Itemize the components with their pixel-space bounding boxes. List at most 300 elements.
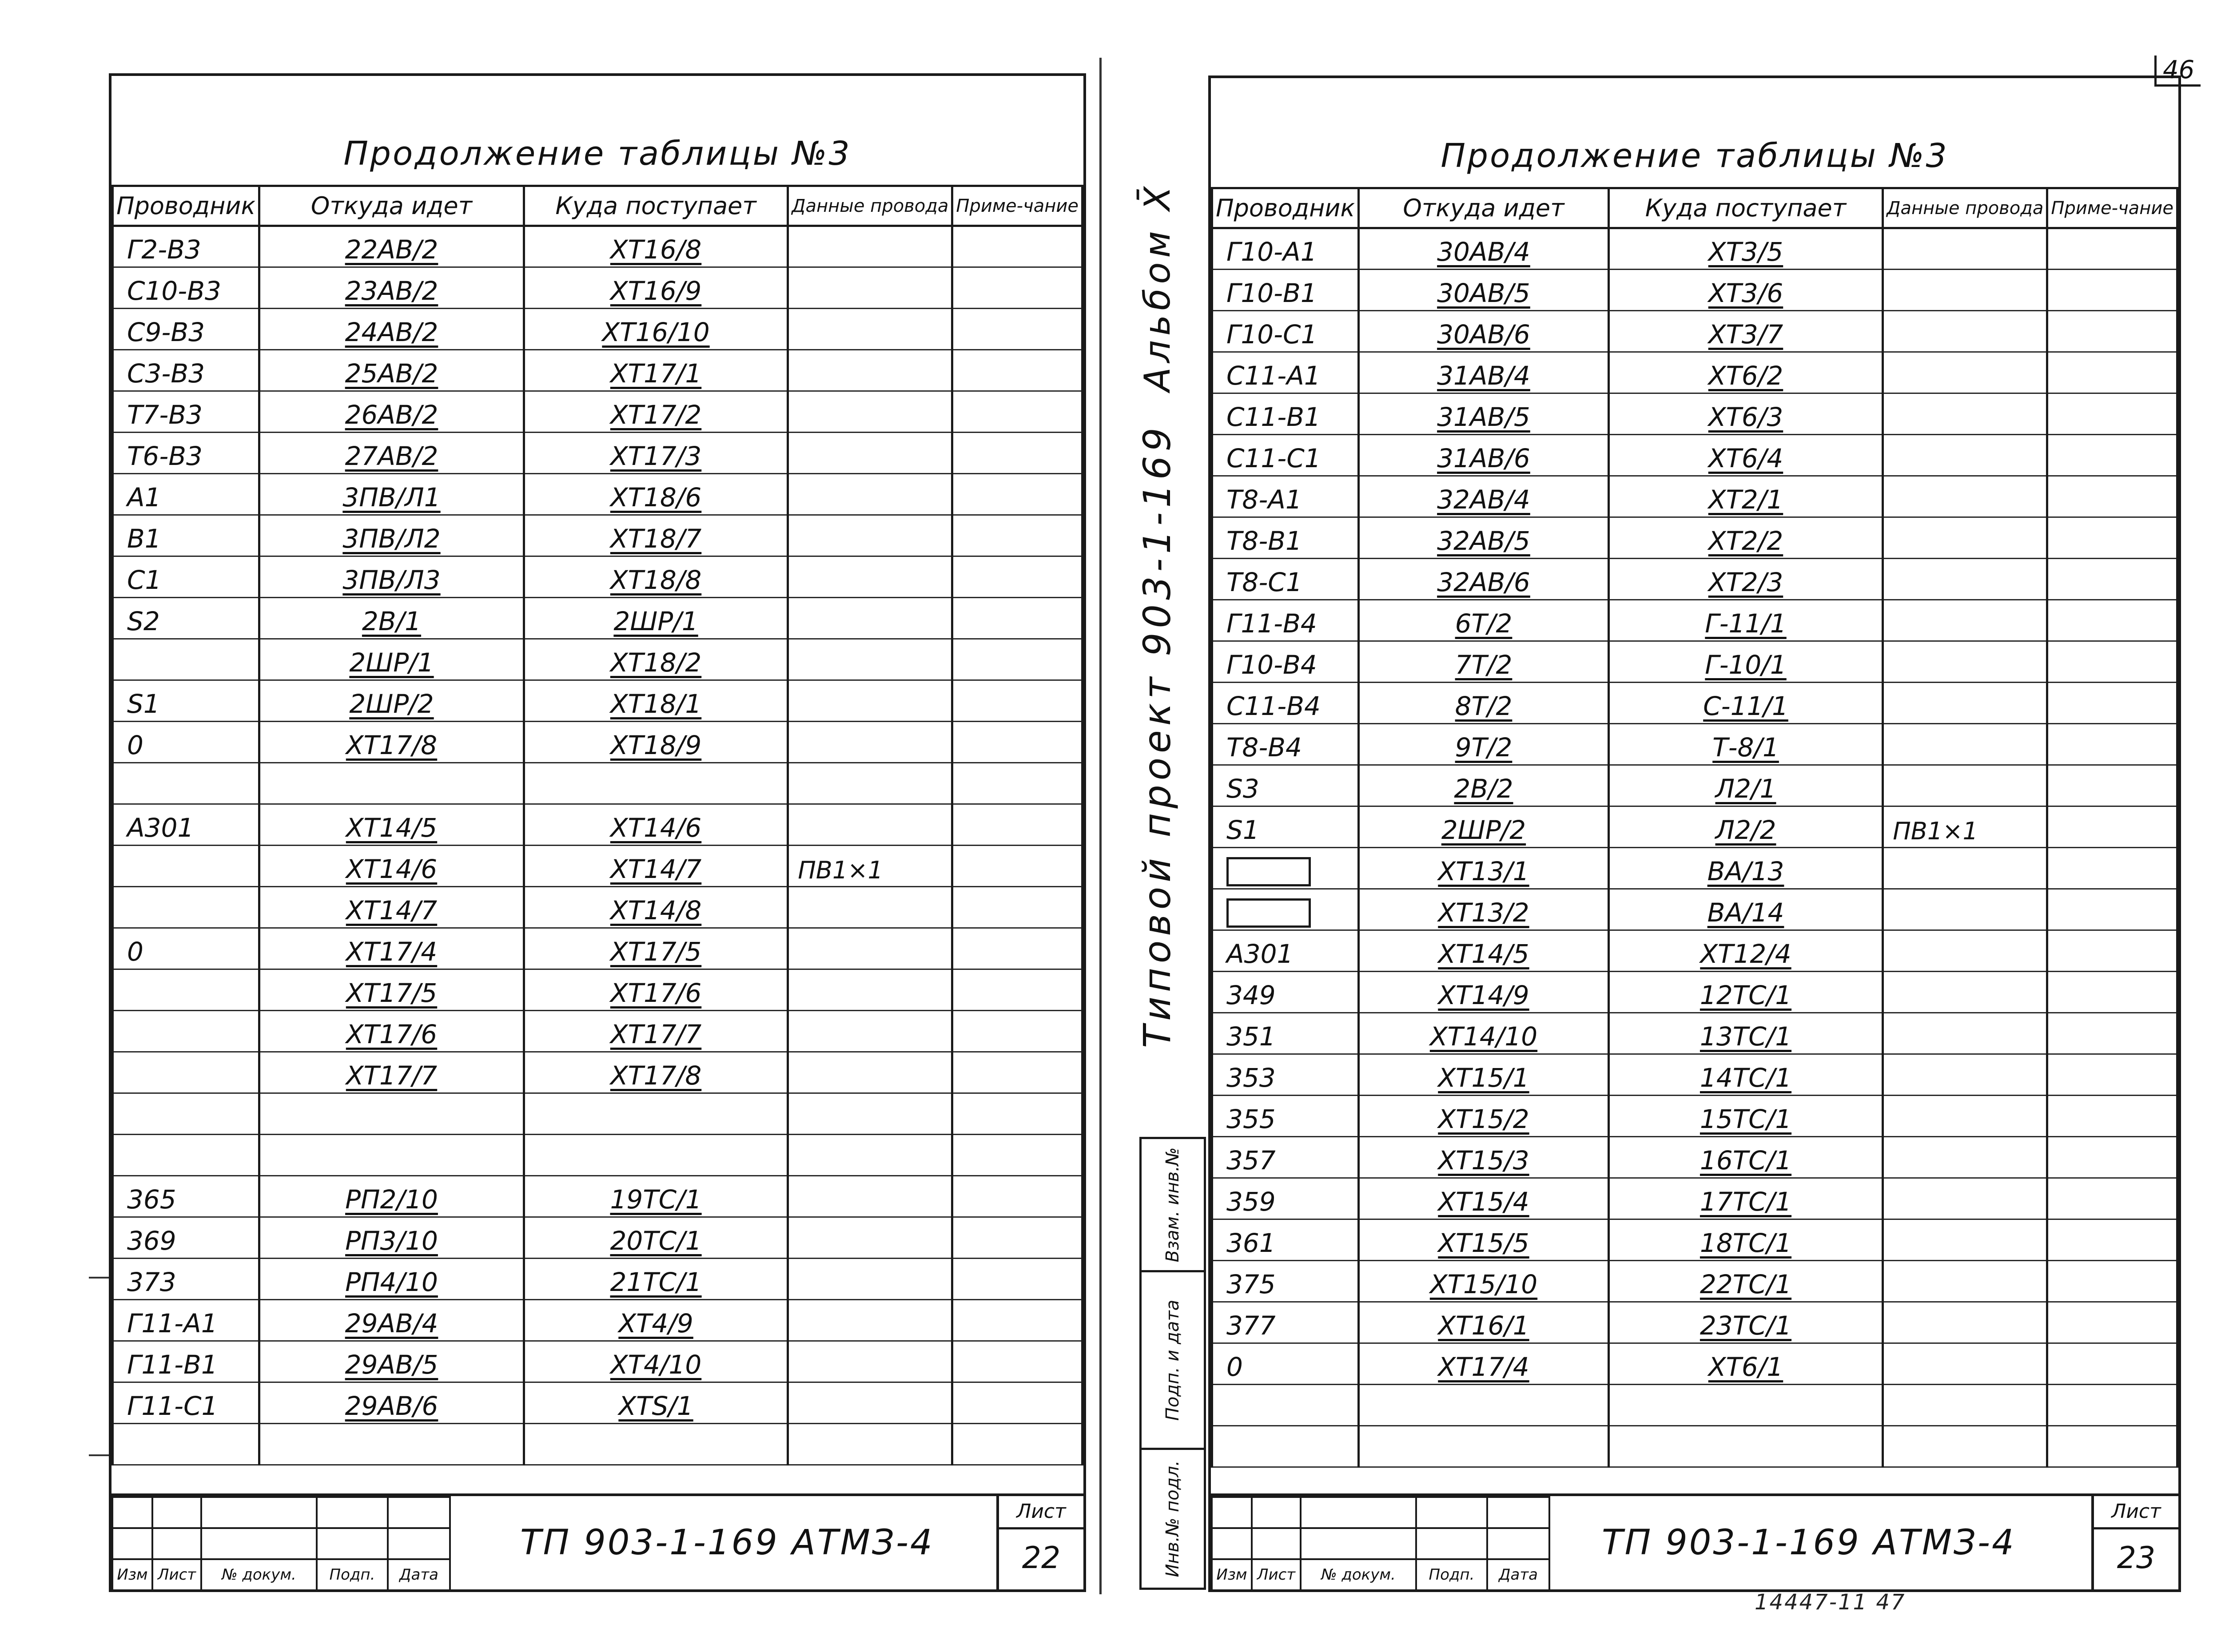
- cell-conductor-text: 359: [1226, 1187, 1276, 1217]
- cell-note: [2047, 1261, 2177, 1302]
- cell-to-text: ХТ2/3: [1708, 567, 1783, 597]
- cell-wire-data: [1883, 930, 2047, 972]
- cell-from: [1359, 1426, 1609, 1467]
- table-row: [1212, 889, 2177, 930]
- cell-note: [952, 763, 1083, 804]
- cell-to-text: 12ТС/1: [1700, 980, 1792, 1010]
- cell-to: [524, 1217, 788, 1259]
- cell-note: [952, 598, 1083, 639]
- cell-note: [2047, 1219, 2177, 1261]
- cell-wire-data: [1883, 600, 2047, 641]
- cell-conductor: [113, 763, 259, 804]
- cell-conductor: [113, 350, 259, 391]
- cell-conductor: [1212, 352, 1359, 393]
- table-row: [1212, 1426, 2177, 1467]
- table-row: [113, 267, 1083, 309]
- cell-to-text: 20ТС/1: [610, 1226, 702, 1256]
- table-row: [113, 928, 1083, 969]
- cell-from: [1359, 848, 1609, 889]
- cell-conductor-text: С11-А1: [1226, 361, 1321, 391]
- cell-note: [2047, 1054, 2177, 1096]
- cell-from-text: 7Т/2: [1455, 650, 1513, 680]
- left-sheet-label: Лист: [999, 1496, 1083, 1529]
- cell-from: [1359, 683, 1609, 724]
- cell-from-text: 32АВ/5: [1437, 526, 1530, 556]
- table-row: [113, 598, 1083, 639]
- table-row: [1212, 393, 2177, 435]
- cell-note: [2047, 1343, 2177, 1385]
- cell-note: [2047, 848, 2177, 889]
- cell-from: [1359, 1137, 1609, 1178]
- cell-conductor-text: Г11-С1: [127, 1391, 218, 1421]
- stamp-label-change: Изм: [1212, 1559, 1252, 1590]
- cell-from-text: 3ПВ/Л2: [342, 524, 441, 554]
- cell-to: [524, 680, 788, 722]
- cell-from: [259, 1341, 524, 1382]
- cell-to: [524, 267, 788, 309]
- cell-wire-data: [788, 515, 952, 556]
- cell-to: [524, 1300, 788, 1341]
- cell-to-text: ХТ17/5: [610, 937, 702, 967]
- cell-from: [259, 391, 524, 433]
- cell-conductor-text: В1: [127, 524, 161, 554]
- cell-conductor-text: С3-В3: [127, 358, 205, 389]
- table-header-row: [1212, 188, 2177, 228]
- cell-conductor-text: Г10-В4: [1226, 650, 1317, 680]
- cell-to: [1608, 972, 1883, 1013]
- cell-conductor: [113, 804, 259, 846]
- cell-from: [1359, 1261, 1609, 1302]
- header-note: Приме-чание: [952, 186, 1083, 226]
- table-row: [1212, 848, 2177, 889]
- cell-conductor-text: S2: [127, 606, 160, 636]
- cell-from-text: ХТ16/1: [1438, 1310, 1529, 1341]
- cell-to: [1608, 1137, 1883, 1178]
- cell-note: [952, 515, 1083, 556]
- cell-wire-data: [1883, 1385, 2047, 1426]
- cell-to-text: ХТ12/4: [1700, 939, 1791, 969]
- cell-to: [1608, 806, 1883, 848]
- cell-to: [524, 1382, 788, 1424]
- cell-conductor: [1212, 1178, 1359, 1219]
- cell-from: [259, 1259, 524, 1300]
- cell-wire-data: [788, 598, 952, 639]
- cell-wire-data: [1883, 517, 2047, 559]
- margin-tick: [89, 1454, 111, 1456]
- cell-conductor-text: С9-В3: [127, 317, 205, 347]
- table-row: [1212, 559, 2177, 600]
- project-title: Типовой проект 903-1-169: [1135, 423, 1179, 1048]
- cell-from-text: 30АВ/5: [1437, 278, 1530, 308]
- cell-to-text: ХТ14/7: [610, 854, 702, 884]
- cell-from-text: 2ШР/2: [349, 689, 434, 719]
- cell-from: [259, 680, 524, 722]
- cell-wire-data: [1883, 1302, 2047, 1343]
- cell-note: [2047, 765, 2177, 806]
- cell-from-text: ХТ14/5: [346, 813, 438, 843]
- cell-to-text: ВА/14: [1707, 897, 1784, 928]
- cell-from-text: 27АВ/2: [345, 441, 438, 471]
- cell-from-text: 23АВ/2: [345, 276, 438, 306]
- cell-conductor: [113, 887, 259, 928]
- stamp-label-date: Дата: [1487, 1559, 1549, 1590]
- cell-note: [2047, 972, 2177, 1013]
- cell-note: [952, 556, 1083, 598]
- table-row: [1212, 1137, 2177, 1178]
- cell-to: [524, 433, 788, 474]
- cell-wire-data: [788, 1052, 952, 1093]
- cell-from-text: 32АВ/4: [1437, 484, 1530, 515]
- cell-note: [952, 1176, 1083, 1217]
- cell-conductor: [113, 474, 259, 515]
- header-conductor: Проводник: [1212, 188, 1359, 228]
- cell-to-text: 18ТС/1: [1700, 1228, 1792, 1258]
- header-from: Откуда идет: [259, 186, 524, 226]
- cell-conductor-text: С11-С1: [1226, 443, 1321, 473]
- cell-conductor-text: 349: [1226, 980, 1276, 1010]
- cell-wire-data: [1883, 683, 2047, 724]
- cell-note: [952, 226, 1083, 267]
- cell-from: [1359, 559, 1609, 600]
- cell-conductor: [113, 1176, 259, 1217]
- header-to: Куда поступает: [1608, 188, 1883, 228]
- cell-wire-data: [788, 433, 952, 474]
- cell-to-text: 22ТС/1: [1700, 1269, 1792, 1299]
- cell-to-text: ХТ4/9: [618, 1308, 693, 1338]
- cell-wire-data: [788, 1259, 952, 1300]
- cell-note: [952, 1259, 1083, 1300]
- blank-conductor-box: [1226, 898, 1311, 928]
- cell-from-text: 8Т/2: [1455, 691, 1513, 721]
- cell-wire-data: [788, 1011, 952, 1052]
- cell-to-text: 14ТС/1: [1700, 1063, 1792, 1093]
- cell-from-text: 31АВ/4: [1437, 361, 1530, 391]
- cell-from-text: 31АВ/5: [1437, 402, 1530, 432]
- table-row: [113, 1176, 1083, 1217]
- cell-note: [2047, 806, 2177, 848]
- cell-wire-data: [1883, 393, 2047, 435]
- cell-to-text: ХТ6/2: [1708, 361, 1783, 391]
- cell-conductor-text: 361: [1226, 1228, 1276, 1258]
- stamp-label-doc: № докум.: [201, 1559, 317, 1590]
- cell-conductor: [1212, 806, 1359, 848]
- cell-conductor: [113, 1424, 259, 1465]
- header-from: Откуда идет: [1359, 188, 1609, 228]
- cell-to-text: ХТ6/4: [1708, 443, 1783, 473]
- archive-note: 14447-11 47: [1755, 1590, 1906, 1615]
- table-row: [113, 639, 1083, 680]
- cell-conductor-text: Т8-В1: [1226, 526, 1302, 556]
- margin-cell-inventory: [1142, 1450, 1204, 1588]
- cell-to: [1608, 1178, 1883, 1219]
- cell-conductor-text: С1: [127, 565, 162, 595]
- cell-to-text: ХТ4/10: [610, 1350, 702, 1380]
- cell-from: [1359, 641, 1609, 683]
- cell-conductor: [1212, 972, 1359, 1013]
- cell-wire-data: [788, 350, 952, 391]
- cell-conductor-text: А1: [127, 482, 161, 512]
- table-row: [1212, 1013, 2177, 1054]
- cell-to: [524, 1093, 788, 1135]
- cell-conductor: [1212, 517, 1359, 559]
- cell-wire-data: [788, 763, 952, 804]
- cell-wire-data: [1883, 1013, 2047, 1054]
- cell-to: [1608, 1426, 1883, 1467]
- cell-note: [2047, 889, 2177, 930]
- cell-note: [2047, 311, 2177, 352]
- cell-wire-data: [1883, 1054, 2047, 1096]
- cell-to-text: 21ТС/1: [610, 1267, 702, 1297]
- cell-from: [259, 1424, 524, 1465]
- cell-from: [259, 763, 524, 804]
- cell-wire-data: [1883, 972, 2047, 1013]
- cell-from-text: 2В/2: [1454, 774, 1513, 804]
- cell-from-text: ХТ15/2: [1438, 1104, 1529, 1134]
- table-row: [1212, 683, 2177, 724]
- cell-wire-data: [788, 969, 952, 1011]
- table-row: [1212, 930, 2177, 972]
- cell-conductor-text: Г10-В1: [1226, 278, 1317, 308]
- cell-to: [1608, 683, 1883, 724]
- cell-to-text: ВА/13: [1707, 856, 1784, 886]
- cell-wire-data: [788, 722, 952, 763]
- cell-conductor: [113, 391, 259, 433]
- cell-conductor-text: 357: [1226, 1145, 1276, 1175]
- cell-to-text: Г-10/1: [1705, 650, 1787, 680]
- cell-from: [1359, 352, 1609, 393]
- right-wire-table: [1211, 187, 2178, 1468]
- cell-to: [1608, 930, 1883, 972]
- cell-to: [1608, 559, 1883, 600]
- cell-note: [952, 804, 1083, 846]
- cell-wire-data: [788, 804, 952, 846]
- cell-conductor: [1212, 641, 1359, 683]
- table-row: [113, 474, 1083, 515]
- table-row: [113, 1341, 1083, 1382]
- cell-from: [1359, 270, 1609, 311]
- cell-to-text: ХТ18/2: [610, 647, 702, 678]
- table-row: [113, 226, 1083, 267]
- cell-wire-data: [788, 556, 952, 598]
- cell-wire-data: [788, 928, 952, 969]
- cell-from-text: 30АВ/4: [1437, 237, 1530, 267]
- cell-from: [1359, 1096, 1609, 1137]
- table-row: [1212, 1178, 2177, 1219]
- cell-from-text: РП3/10: [345, 1226, 438, 1256]
- cell-from-text: ХТ17/8: [346, 730, 438, 760]
- cell-from-text: ХТ14/9: [1438, 980, 1529, 1010]
- cell-wire-data: [788, 639, 952, 680]
- cell-to-text: Л2/1: [1715, 774, 1776, 804]
- cell-to-text: ХТ18/9: [610, 730, 702, 760]
- margin-label-inventory: Инв.№ подл.: [1162, 1460, 1183, 1577]
- cell-wire-data: [1883, 1261, 2047, 1302]
- right-sheet-label: Лист: [2094, 1496, 2178, 1529]
- cell-from-text: 32АВ/6: [1437, 567, 1530, 597]
- cell-to: [1608, 1096, 1883, 1137]
- wire-data-text: ПВ1×1: [798, 856, 883, 884]
- cell-to: [524, 1176, 788, 1217]
- cell-conductor: [1212, 1096, 1359, 1137]
- cell-to-text: 17ТС/1: [1700, 1187, 1792, 1217]
- header-wire-data: Данные провода: [1883, 188, 2047, 228]
- cell-wire-data: [1883, 1426, 2047, 1467]
- cell-conductor-text: Т8-В4: [1226, 732, 1302, 762]
- cell-to: [1608, 1261, 1883, 1302]
- cell-to-text: ХТ2/1: [1708, 484, 1783, 515]
- cell-note: [2047, 641, 2177, 683]
- cell-to-text: ХТ16/9: [610, 276, 702, 306]
- cell-to-text: ХТ3/5: [1708, 237, 1783, 267]
- cell-note: [952, 928, 1083, 969]
- cell-conductor: [113, 1093, 259, 1135]
- cell-note: [952, 722, 1083, 763]
- header-wire-data: Данные провода: [788, 186, 952, 226]
- cell-to-text: С-11/1: [1703, 691, 1788, 721]
- cell-note: [952, 1135, 1083, 1176]
- cell-conductor: [113, 1300, 259, 1341]
- table-row: [1212, 352, 2177, 393]
- cell-conductor: [1212, 476, 1359, 517]
- cell-to: [524, 1135, 788, 1176]
- cell-conductor: [113, 1217, 259, 1259]
- stamp-label-change: Изм: [112, 1559, 152, 1590]
- cell-wire-data: [788, 267, 952, 309]
- cell-from-text: 30АВ/6: [1437, 319, 1530, 349]
- left-title-block: [111, 1493, 1083, 1589]
- table-row: [113, 1052, 1083, 1093]
- left-sheet: [109, 73, 1086, 1592]
- cell-from: [259, 1217, 524, 1259]
- cell-from: [259, 309, 524, 350]
- cell-note: [952, 350, 1083, 391]
- cell-wire-data: [788, 309, 952, 350]
- header-to: Куда поступает: [524, 186, 788, 226]
- cell-from: [259, 887, 524, 928]
- cell-wire-data: [1883, 228, 2047, 270]
- table-row: [1212, 435, 2177, 476]
- cell-wire-data: [788, 391, 952, 433]
- cell-from: [259, 226, 524, 267]
- cell-conductor: [1212, 270, 1359, 311]
- cell-wire-data: [1883, 641, 2047, 683]
- cell-note: [2047, 517, 2177, 559]
- margin-label-replacement: Взам. инв.№: [1162, 1147, 1183, 1262]
- cell-from-text: 2В/1: [362, 606, 422, 636]
- cell-from-text: ХТ14/7: [346, 895, 438, 925]
- cell-from: [1359, 724, 1609, 765]
- cell-conductor: [1212, 1343, 1359, 1385]
- cell-note: [2047, 270, 2177, 311]
- table-header-row: [113, 186, 1083, 226]
- cell-note: [2047, 228, 2177, 270]
- cell-note: [2047, 1426, 2177, 1467]
- table-row: [1212, 311, 2177, 352]
- cell-conductor-text: 365: [127, 1184, 176, 1215]
- cell-to-text: ХТ3/6: [1708, 278, 1783, 308]
- cell-wire-data: [1883, 1343, 2047, 1385]
- table-row: [1212, 806, 2177, 848]
- table-row: [1212, 1054, 2177, 1096]
- cell-to-text: ХТ17/1: [610, 358, 702, 389]
- cell-from: [259, 1093, 524, 1135]
- cell-to: [1608, 270, 1883, 311]
- cell-from-text: 29АВ/5: [345, 1350, 438, 1380]
- cell-from: [1359, 476, 1609, 517]
- cell-conductor-text: Т8-А1: [1226, 484, 1302, 515]
- left-sheet-number-box: [996, 1496, 1083, 1589]
- cell-conductor: [113, 928, 259, 969]
- cell-wire-data: [1883, 559, 2047, 600]
- table-row: [113, 556, 1083, 598]
- cell-from-text: 29АВ/6: [345, 1391, 438, 1421]
- table-row: [113, 846, 1083, 887]
- cell-to-text: ХТ14/6: [610, 813, 702, 843]
- cell-conductor-text: Г11-А1: [127, 1308, 218, 1338]
- cell-wire-data: [1883, 765, 2047, 806]
- cell-conductor: [113, 226, 259, 267]
- cell-note: [952, 1093, 1083, 1135]
- side-project-label: [1133, 182, 1182, 1048]
- cell-from-text: ХТ13/2: [1438, 897, 1529, 928]
- cell-from: [1359, 806, 1609, 848]
- cell-wire-data: [788, 846, 952, 887]
- cell-from: [259, 1176, 524, 1217]
- cell-conductor-text: Г2-В3: [127, 234, 201, 265]
- table-row: [1212, 228, 2177, 270]
- cell-conductor: [113, 1259, 259, 1300]
- table-row: [1212, 1385, 2177, 1426]
- cell-from-text: ХТ15/1: [1438, 1063, 1529, 1093]
- cell-conductor-text: 373: [127, 1267, 176, 1297]
- table-row: [113, 887, 1083, 928]
- cell-wire-data: [1883, 476, 2047, 517]
- cell-to: [524, 598, 788, 639]
- cell-wire-data: [788, 474, 952, 515]
- cell-from-text: 31АВ/6: [1437, 443, 1530, 473]
- cell-to-text: 13ТС/1: [1700, 1021, 1792, 1052]
- cell-from-text: ХТ15/3: [1438, 1145, 1529, 1175]
- cell-conductor-text: Г11-В4: [1226, 608, 1317, 639]
- cell-conductor-text: С10-В3: [127, 276, 221, 306]
- cell-note: [952, 309, 1083, 350]
- cell-note: [952, 680, 1083, 722]
- table-row: [113, 1135, 1083, 1176]
- cell-to: [1608, 1013, 1883, 1054]
- cell-note: [2047, 683, 2177, 724]
- cell-to: [524, 226, 788, 267]
- table-row: [113, 969, 1083, 1011]
- cell-to: [524, 969, 788, 1011]
- cell-to-text: 15ТС/1: [1700, 1104, 1792, 1134]
- cell-wire-data: [788, 887, 952, 928]
- cell-from-text: ХТ17/6: [346, 1019, 438, 1049]
- table-row: [1212, 1219, 2177, 1261]
- cell-from-text: ХТ17/4: [346, 937, 438, 967]
- cell-from: [259, 1382, 524, 1424]
- cell-conductor-text: 353: [1226, 1063, 1276, 1093]
- right-sheet: [1208, 75, 2181, 1592]
- cell-conductor: [113, 267, 259, 309]
- cell-to: [1608, 393, 1883, 435]
- table-row: [113, 1259, 1083, 1300]
- cell-conductor: [113, 1135, 259, 1176]
- cell-to: [524, 1341, 788, 1382]
- cell-note: [2047, 1302, 2177, 1343]
- cell-from: [1359, 1385, 1609, 1426]
- right-sheet-number: 23: [2117, 1541, 2156, 1576]
- cell-to: [1608, 1302, 1883, 1343]
